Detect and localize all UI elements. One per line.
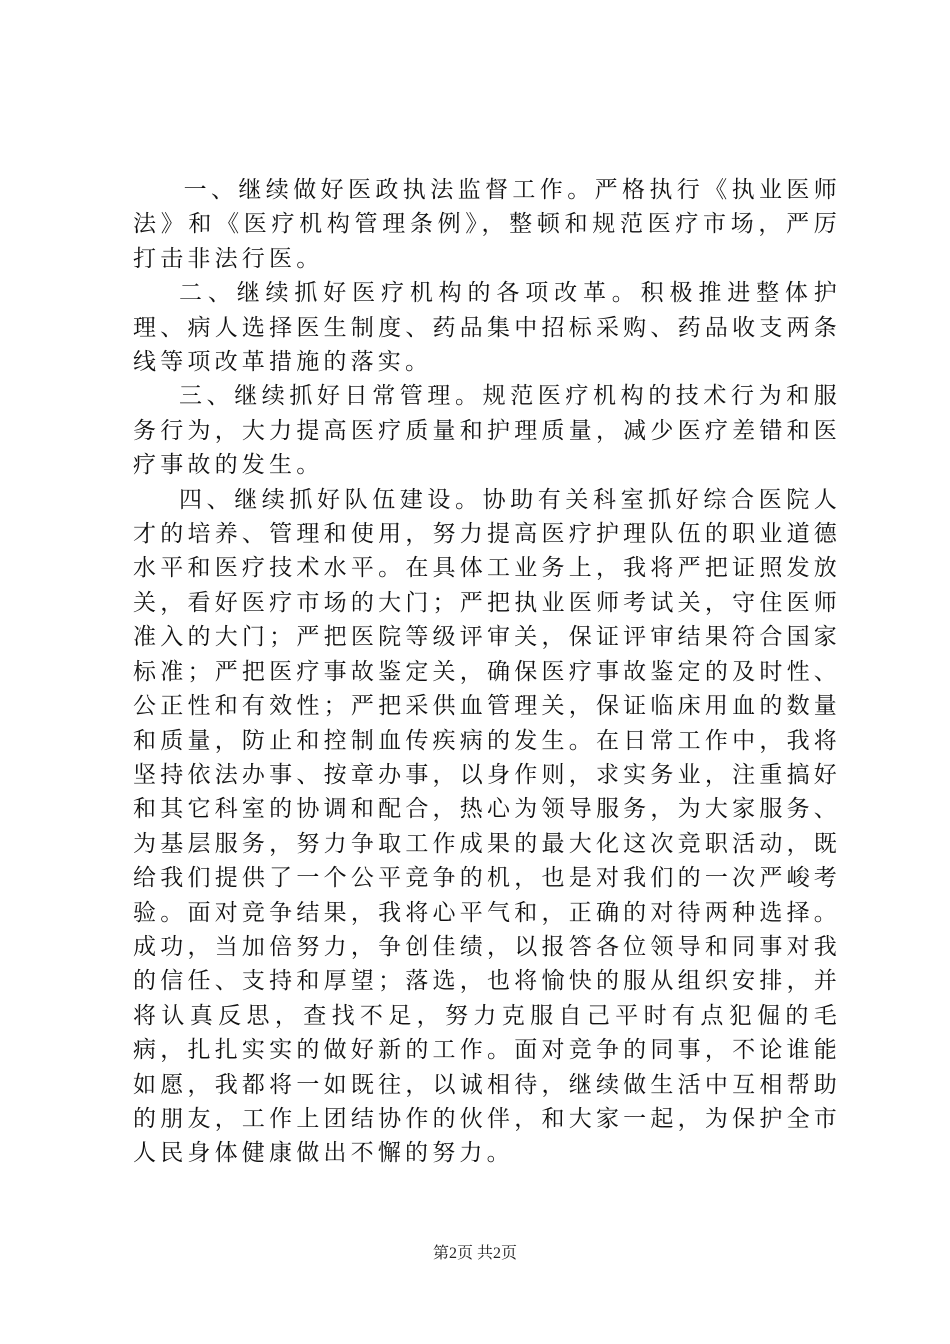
paragraph-2: 二、继续抓好医疗机构的各项改革。积极推进整体护理、病人选择医生制度、药品集中招标采购、药品收支两条线等项改革措施的落实。 [133,280,841,376]
paragraph-3: 三、继续抓好日常管理。规范医疗机构的技术行为和服务行为，大力提高医疗质量和护理质量，减少医疗差错和医疗事故的发生。 [133,383,841,479]
page-number-label: 第2页 共2页 [432,1245,517,1262]
paragraph-1: 一、继续做好医政执法监督工作。严格执行《执业医师法》和《医疗机构管理条例》，整顿和规范医疗市场，严厉打击非法行医。 [133,177,841,272]
document-body [133,173,841,1171]
page-footer [0,1244,950,1264]
paragraph-4: 四、继续抓好队伍建设。协助有关科室抓好综合医院人才的培养、管理和使用，努力提高医疗护理队伍的职业道德水平和医疗技术水平。在具体工业务上，我将严把证照发放关，看好医疗市场的大门；严把执业医师考试关，守住医师准入的大门；严把医院等级评审关，保证评审结果符合国家标准；严把医疗事故鉴定关，确保医疗事故鉴定的及时性、公正性和有效性；严把采供血管理关，保证临床用血的数量和质量，防止和控制血传疾病的发生。在日常工作中，我将坚持依法办事、按章办事，以身作则，求实务业，注重搞好和其它科室的协调和配合，热心为领导服务，为大家服务、为基层服务，努力争取工作成果的最大化这次竞职活动，既给我们提供了一个公平竞争的机，也是对我们的一次严峻考验。面对竞争结果，我将心平气和，正确的对待两种选择。成功，当加倍努力，争创佳绩，以报答各位领导和同事对我的信任、支持和厚望；落选，也将愉快的服从组织安排，并将认真反思，查找不足，努力克服自己平时有点犯倔的毛病，扎扎实实的做好新的工作。面对竞争的同事，不论谁能如愿，我都将一如既往，以诚相待，继续做生活中互相帮助的朋友，工作上团结协作的伙伴，和大家一起，为保护全市人民身体健康做出不懈的努力。 [133,486,841,1167]
